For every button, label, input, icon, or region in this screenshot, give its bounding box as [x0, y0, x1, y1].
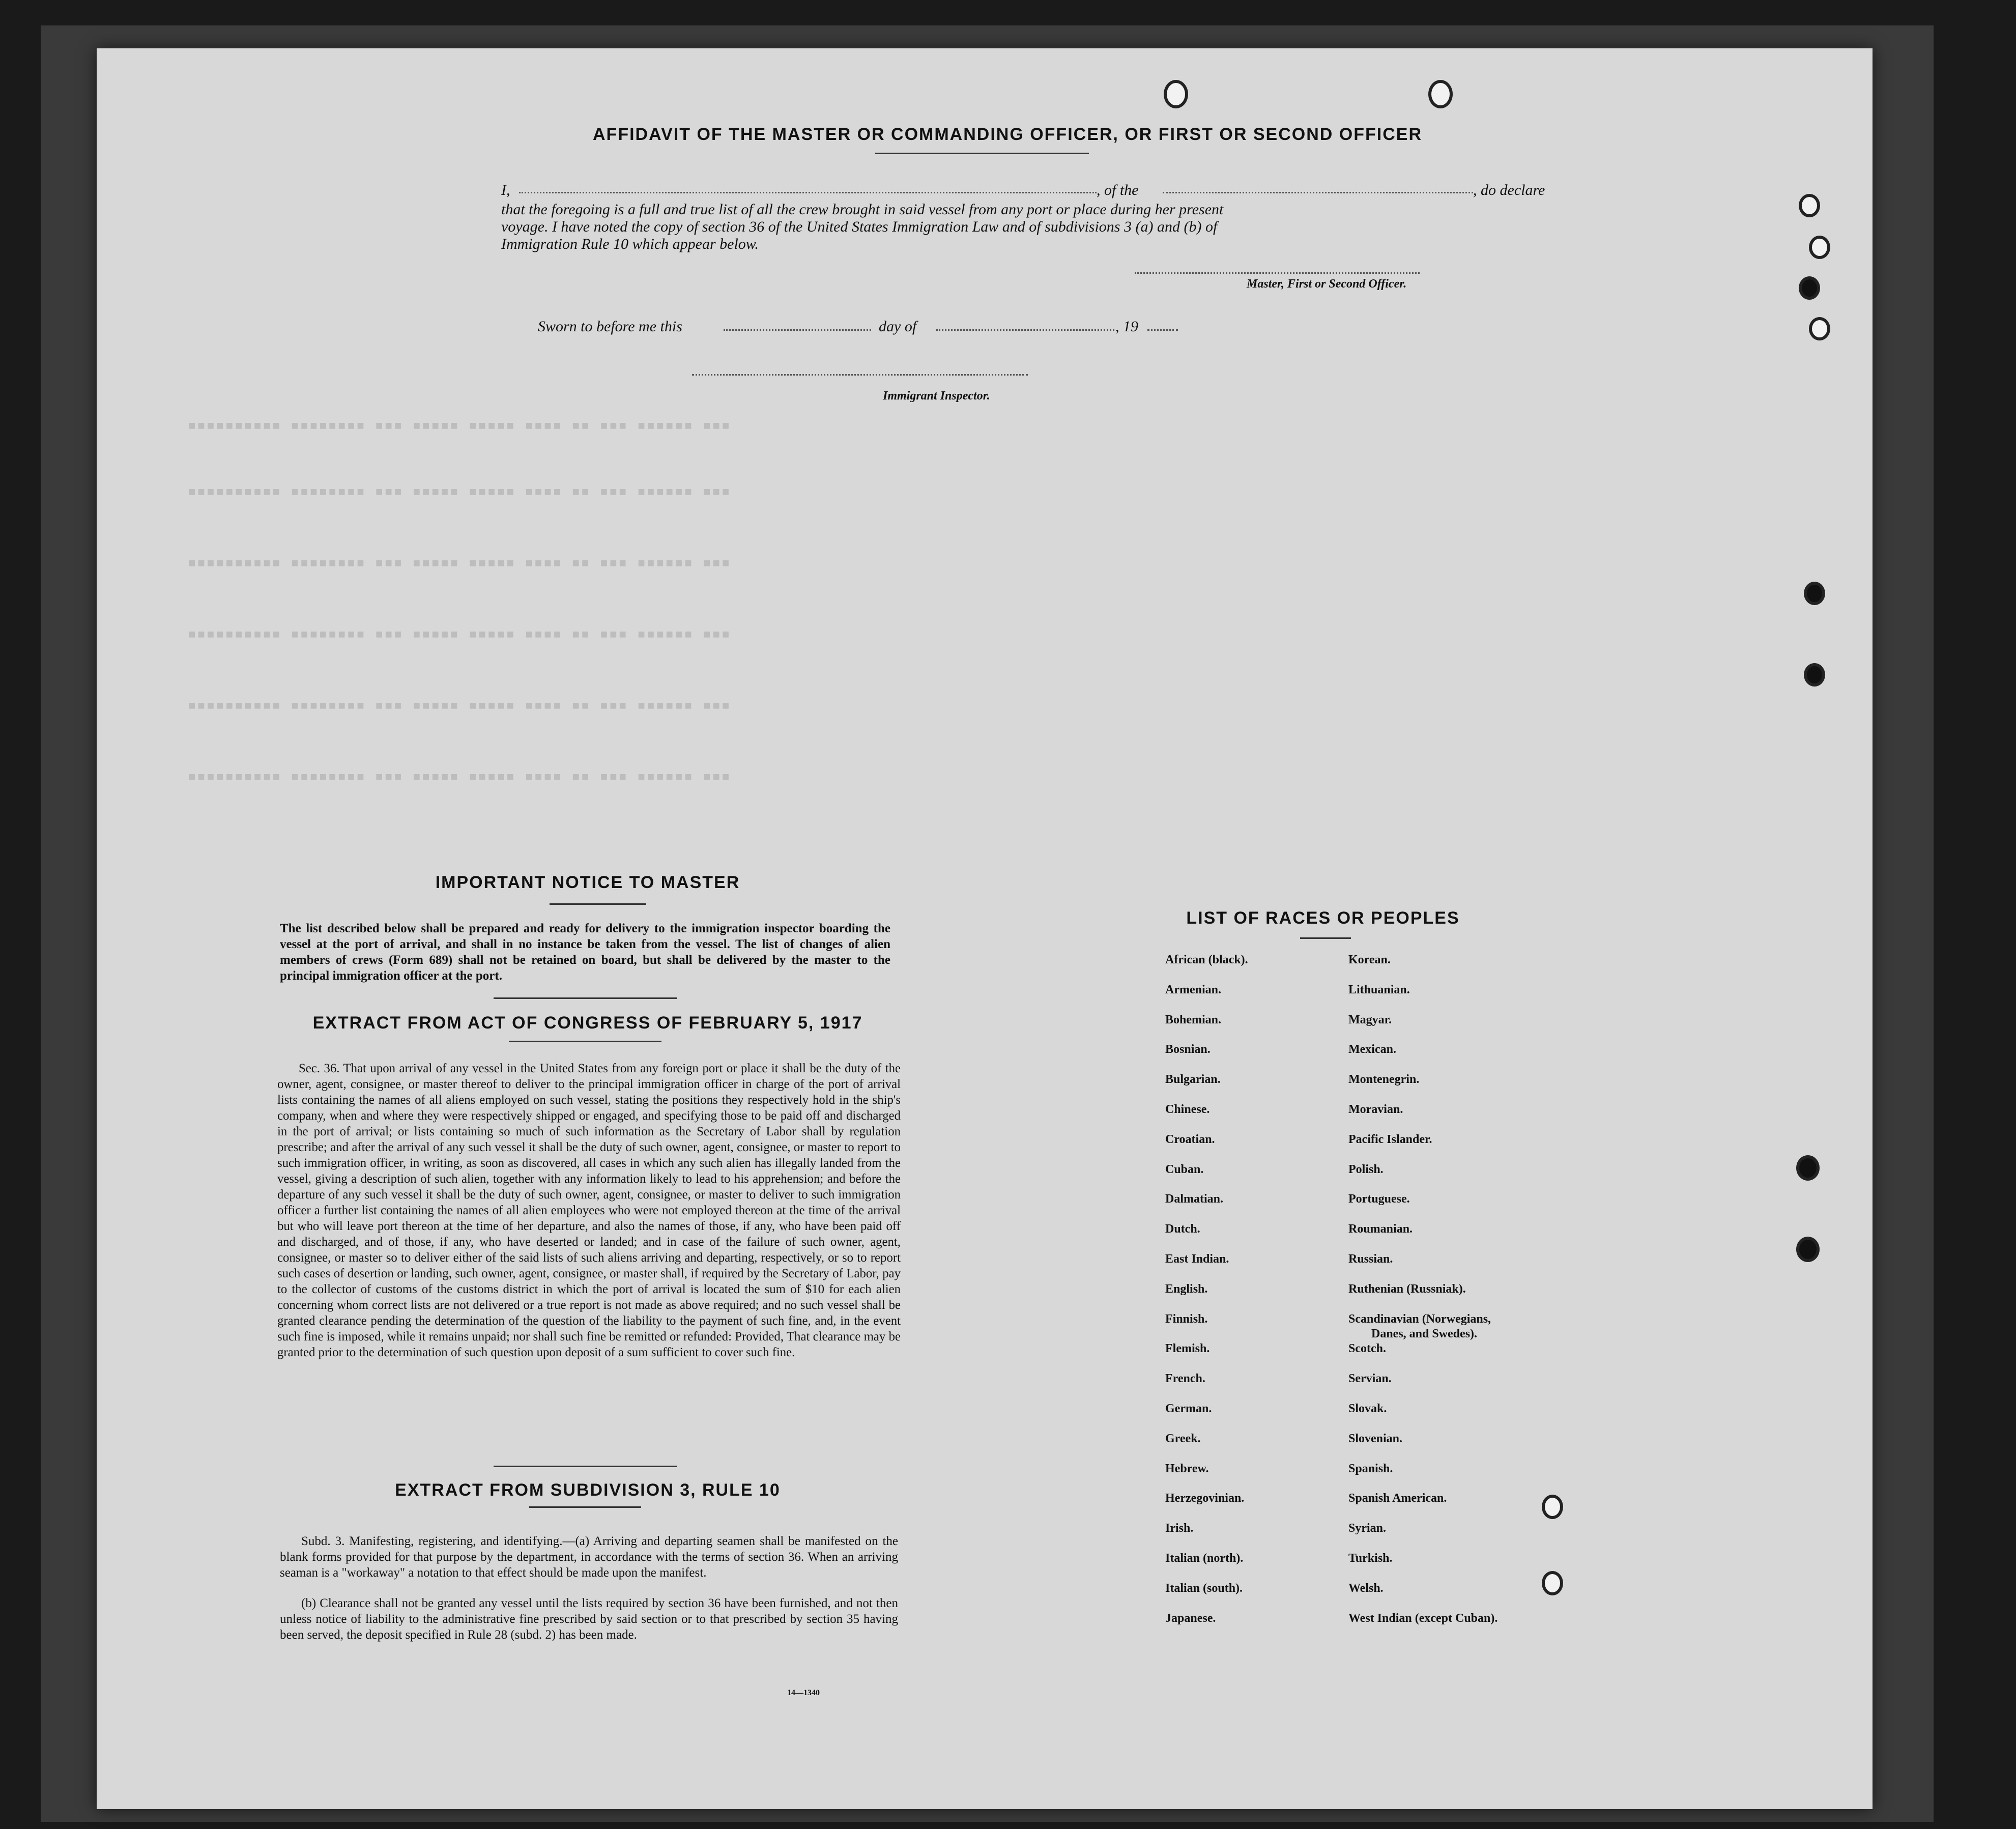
race-item: Bohemian. — [1165, 1013, 1222, 1026]
punch-hole — [1542, 1571, 1563, 1595]
vessel-line[interactable] — [1163, 192, 1473, 193]
race-item: East Indian. — [1165, 1252, 1229, 1266]
bleed-through-row: ■■■■■■■■■■ ■■■■■■■■ ■■■ ■■■■■ ■■■■■ ■■■■ ■■ ■■■ ■■■■■■ ■■■ — [188, 557, 732, 571]
race-item: Spanish American. — [1348, 1492, 1447, 1505]
name-line[interactable] — [519, 192, 1097, 193]
race-item: Croatian. — [1165, 1132, 1215, 1146]
race-item: Flemish. — [1165, 1342, 1210, 1356]
race-item: West Indian (except Cuban). — [1348, 1611, 1498, 1625]
race-item: Bosnian. — [1165, 1043, 1211, 1056]
race-item: German. — [1165, 1402, 1212, 1415]
race-item: Irish. — [1165, 1522, 1194, 1535]
bleed-through-row: ■■■■■■■■■■ ■■■■■■■■ ■■■ ■■■■■ ■■■■■ ■■■■ ■■ ■■■ ■■■■■■ ■■■ — [188, 628, 732, 642]
race-item: Armenian. — [1165, 983, 1221, 996]
race-item: Portuguese. — [1348, 1192, 1410, 1206]
year-label: , 19 — [1115, 318, 1138, 335]
divider — [509, 1041, 661, 1042]
race-item: Spanish. — [1348, 1462, 1393, 1475]
races-right-list — [1348, 945, 1497, 1633]
race-item: Greek. — [1165, 1432, 1201, 1445]
month-line[interactable] — [936, 329, 1114, 331]
race-item: Cuban. — [1165, 1162, 1204, 1176]
sworn-day-line[interactable] — [724, 329, 871, 331]
affidavit-declare: , do declare — [1473, 182, 1545, 198]
punch-hole — [1804, 582, 1825, 605]
race-item: Italian (north). — [1165, 1551, 1244, 1565]
divider — [529, 1506, 641, 1508]
race-item: French. — [1165, 1372, 1205, 1386]
punch-hole — [1809, 317, 1830, 340]
race-item: Montenegrin. — [1348, 1073, 1420, 1087]
race-item: Chinese. — [1165, 1102, 1210, 1116]
notice-title: IMPORTANT NOTICE TO MASTER — [435, 873, 740, 892]
punch-hole — [1428, 80, 1453, 108]
race-item: Polish. — [1348, 1162, 1384, 1176]
rule-text-b: (b) Clearance shall not be granted any vessel until the lists required by section 36 have been furnished, and not then unless notice of liability to the administrative fine prescribed by said section or to that prescribed by section 35 having been served, the deposit specified in Rule 28 (subd. 2) has been made. — [280, 1596, 898, 1642]
rule-title: EXTRACT FROM SUBDIVISION 3, RULE 10 — [395, 1480, 781, 1500]
act-text: Sec. 36. That upon arrival of any vessel in the United States from any foreign port or place it shall be the duty of the owner, agent, consignee, or master thereof to deliver to the principal immigration officer in charge of the port of arrival lists containing the names of all aliens employed on such vessel, stating the positions they respectively hold in the ship's company, when and where they were respectively shipped or engaged, and specifying those to be paid off and discharged in the port of arrival; or lists containing so much of such information as the Secretary of Labor shall by regulation prescribe; and after the arrival of any such vessel it shall be the duty of such owner, agent, consignee, or master to report to such immigration officer, in writing, as soon as discovered, all cases in which any such alien has illegally landed from the vessel, giving a description of such alien, together with any information likely to lead to his apprehension; and before the departure of any such vessel it shall be the duty of such owner, agent, consignee, or master to deliver to such immigration officer a further list containing the names of all alien employees who were not employed thereon at the time of the arrival but who will leave port thereon at the time of her departure, and also the names of those, if any, who have been paid off and discharged, and of those, if any, who have deserted or landed; and in case of the failure of such owner, agent, consignee, or master so to deliver either of the said lists of such aliens arriving and departing, respectively, or so to report such cases of desertion or landing, such owner, agent, consignee, or master shall, if required by the Secretary of Labor, pay to the collector of customs of the customs district in which the port of arrival is located the sum of $10 for each alien concerning whom correct lists are not delivered or a true report is not made as above required; and no such vessel shall be granted clearance pending the determination of the question of the liability to the payment of such fine, and, in the event such fine is imposed, while it remains unpaid; nor shall such fine be remitted or refunded: Provided, That clearance may be granted prior to the determination of such question upon deposit of a sum sufficient to cover such fine. — [277, 1062, 901, 1359]
race-item: Moravian. — [1348, 1102, 1403, 1116]
race-item: Dalmatian. — [1165, 1192, 1223, 1206]
race-item: Italian (south). — [1165, 1581, 1243, 1595]
race-item: English. — [1165, 1282, 1208, 1296]
rule-text-a: Subd. 3. Manifesting, registering, and identifying.—(a) Arriving and departing seamen shall be manifested on the blank forms provided for that purpose by the department, in accordance with the terms of section 36. When an arriving seaman is a "workaway" a notation to that effect should be made upon the manifest. — [280, 1534, 898, 1580]
races-left-list — [1165, 945, 1248, 1633]
race-item: Turkish. — [1348, 1551, 1393, 1565]
race-item: African (black). — [1165, 953, 1248, 966]
race-item: Slovenian. — [1348, 1432, 1403, 1445]
inspector-line[interactable] — [692, 374, 1028, 376]
race-item: Japanese. — [1165, 1611, 1216, 1625]
bleed-through-row: ■■■■■■■■■■ ■■■■■■■■ ■■■ ■■■■■ ■■■■■ ■■■■ ■■ ■■■ ■■■■■■ ■■■ — [188, 486, 732, 500]
affidavit-of-the: , of the — [1097, 182, 1139, 198]
divider — [1300, 937, 1351, 939]
affidavit-title: AFFIDAVIT OF THE MASTER OR COMMANDING OFFICER, OR FIRST OR SECOND OFFICER — [593, 125, 1422, 144]
affidavit-line4: Immigration Rule 10 which appear below. — [501, 236, 759, 252]
divider — [875, 153, 1089, 154]
race-item: Mexican. — [1348, 1043, 1396, 1056]
punch-hole — [1799, 194, 1820, 217]
race-item: Scotch. — [1348, 1342, 1386, 1356]
sworn-label: Sworn to before me this — [538, 318, 682, 335]
punch-hole — [1542, 1495, 1563, 1519]
form-number: 14—1340 — [787, 1689, 820, 1697]
race-item: Welsh. — [1348, 1581, 1384, 1595]
punch-hole — [1796, 1237, 1820, 1262]
race-item: Servian. — [1348, 1372, 1392, 1386]
punch-hole — [1804, 663, 1825, 687]
race-item: Korean. — [1348, 953, 1391, 966]
divider — [494, 1466, 677, 1467]
race-item: Dutch. — [1165, 1222, 1200, 1236]
race-item: Finnish. — [1165, 1312, 1208, 1326]
punch-hole — [1809, 236, 1830, 259]
bleed-through-row: ■■■■■■■■■■ ■■■■■■■■ ■■■ ■■■■■ ■■■■■ ■■■■ ■■ ■■■ ■■■■■■ ■■■ — [188, 700, 732, 713]
bleed-through-row: ■■■■■■■■■■ ■■■■■■■■ ■■■ ■■■■■ ■■■■■ ■■■■ ■■ ■■■ ■■■■■■ ■■■ — [188, 771, 732, 785]
race-item: Hebrew. — [1165, 1462, 1209, 1475]
signature-line[interactable] — [1135, 272, 1420, 274]
race-item: Herzegovinian. — [1165, 1492, 1245, 1505]
race-item: Pacific Islander. — [1348, 1132, 1432, 1146]
race-item-continuation: Danes, and Swedes). — [1371, 1327, 1478, 1340]
act-title: EXTRACT FROM ACT OF CONGRESS OF FEBRUARY 5, 1917 — [312, 1013, 863, 1033]
race-item: Slovak. — [1348, 1402, 1387, 1415]
affidavit-line2: that the foregoing is a full and true list of all the crew brought in said vessel from any port or place during her present — [501, 201, 1224, 218]
punch-hole — [1796, 1155, 1820, 1181]
race-item: Lithuanian. — [1348, 983, 1410, 996]
divider — [494, 997, 677, 999]
document-page — [97, 48, 1873, 1809]
race-item: Magyar. — [1348, 1013, 1392, 1026]
race-item: Roumanian. — [1348, 1222, 1413, 1236]
notice-text: The list described below shall be prepared and ready for delivery to the immigration inspector boarding the vessel at the port of arrival, and shall in no instance be taken from the vessel. The list of changes of alien members of crews (Form 689) shall not be retained on board, but shall be delivered by the master to the principal immigration officer at the port. — [280, 922, 890, 983]
divider — [550, 903, 646, 905]
race-item: Ruthenian (Russniak). — [1348, 1282, 1466, 1296]
race-item: Syrian. — [1348, 1522, 1387, 1535]
race-item: Scandinavian (Norwegians, — [1348, 1312, 1491, 1326]
punch-hole — [1164, 80, 1188, 108]
signature-label: Master, First or Second Officer. — [1247, 277, 1407, 291]
races-title: LIST OF RACES OR PEOPLES — [1186, 908, 1460, 928]
affidavit-line3: voyage. I have noted the copy of section 36 of the United States Immigration Law and of subdivisions 3 (a) and (b) of — [501, 218, 1218, 235]
affidavit-i: I, — [501, 182, 510, 198]
year-line[interactable] — [1147, 329, 1178, 331]
race-item: Bulgarian. — [1165, 1073, 1221, 1087]
day-of-label: day of — [879, 318, 917, 335]
inspector-label: Immigrant Inspector. — [883, 389, 990, 403]
punch-hole — [1799, 276, 1820, 300]
race-item: Russian. — [1348, 1252, 1393, 1266]
bleed-through-row: ■■■■■■■■■■ ■■■■■■■■ ■■■ ■■■■■ ■■■■■ ■■■■ ■■ ■■■ ■■■■■■ ■■■ — [188, 420, 732, 434]
